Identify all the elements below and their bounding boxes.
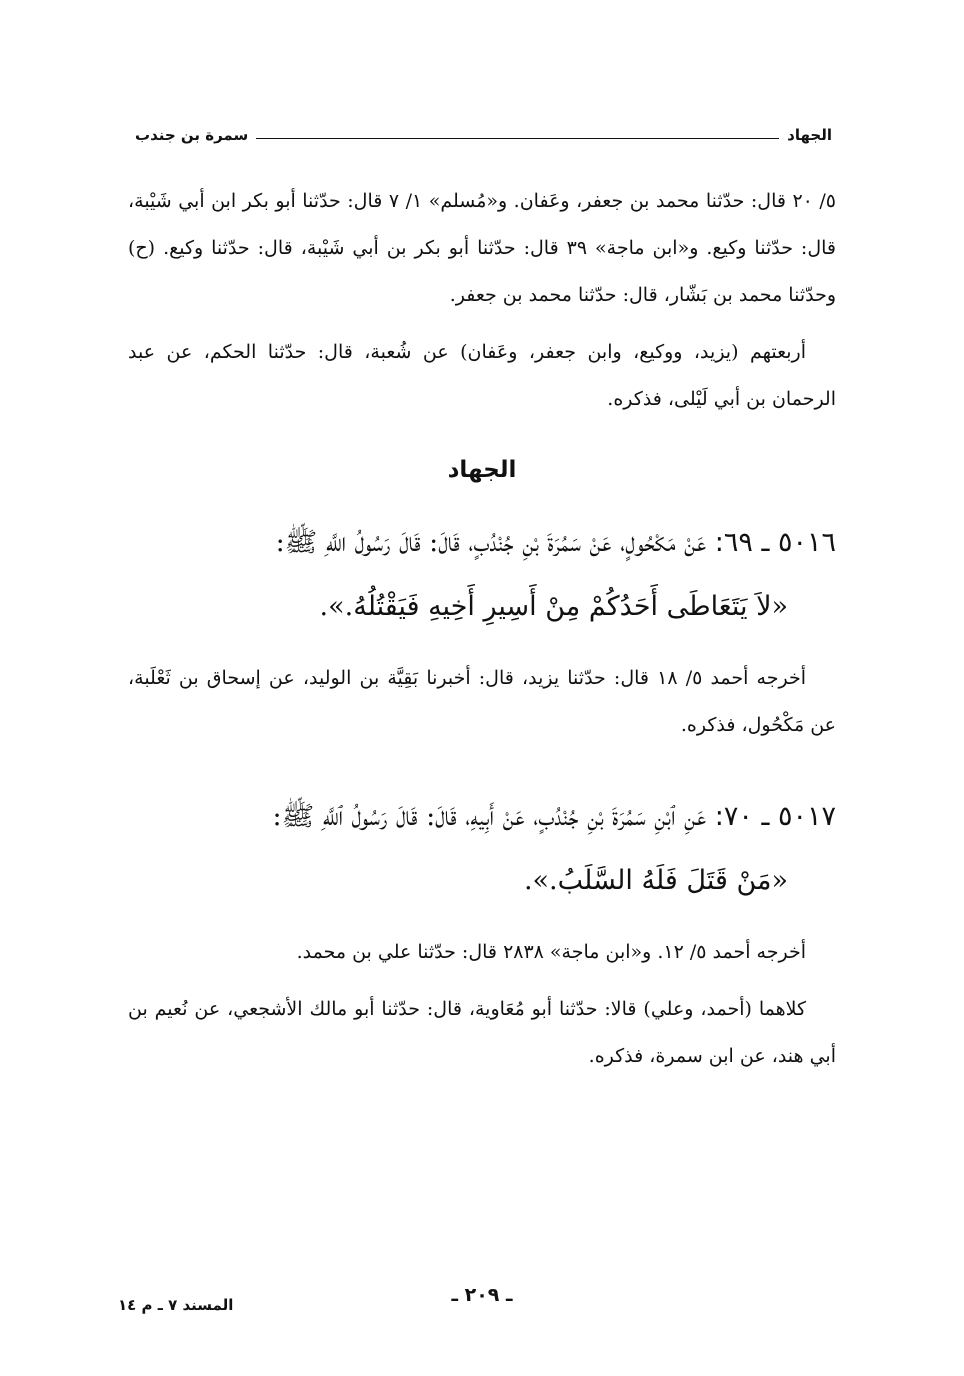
page-number: ـ ٢٠٩ ـ: [451, 1284, 513, 1306]
signature-mark: المسند ٧ ـ م ١٤: [118, 1296, 234, 1314]
hadith-1-isnad: عَنْ مَكْحُولٍ، عَنْ سَمُرَةَ بْنِ جُنْدُبٍ، قَالَ: قَالَ رَسُولُ اللَّهِ ﷺ:: [275, 527, 707, 558]
hadith-2-text: [128, 787, 836, 847]
intro-paragraph-2: أربعتهم (يزيد، ووكيع، وابن جعفر، وعَفان) عن شُعبة، قال: حدّثنا الحكم، عن عبد الرحمان بن أبي لَيْلى، فذكره.: [128, 341, 836, 410]
hadith-2-takhrij-1: أخرجه أحمد ٥/ ١٢. و«ابن ماجة» ٢٨٣٨ قال: حدّثنا علي بن محمد.: [296, 941, 806, 963]
running-header: [135, 118, 832, 152]
hadith-1-text: [128, 513, 836, 573]
hadith-2-matn: «مَنْ قَتَلَ فَلَهُ السَّلَبُ.».: [523, 865, 788, 896]
hadith-1-takhrij-1: أخرجه أحمد ٥/ ١٨ قال: حدّثنا يزيد، قال: أخبرنا بَقِيَّة بن الوليد، عن إسحاق بن ثَعْلَبة، عن مَكْحُول، فذكره.: [128, 667, 836, 736]
header-rule: [256, 138, 779, 139]
header-section-title: الجهاد: [787, 126, 832, 144]
hadith-2-isnad: عَنِ ٱبْنِ سَمُرَةَ بْنِ جُنْدُبٍ، عَنْ أَبِيهِ، قَالَ: قَالَ رَسُولُ ٱللَّهِ ﷺ:: [272, 801, 707, 832]
page-footer: [0, 1284, 964, 1324]
section-title: الجهاد: [447, 457, 517, 483]
hadith-1-matn: «لاَ يَتَعَاطَى أَحَدُكُمْ مِنْ أَسِيرِ أَخِيهِ فَيَقْتُلُهُ.».: [319, 591, 788, 622]
hadith-1-number: ٥٠١٦ ـ ٦٩:: [714, 527, 836, 558]
hadith-2-takhrij-2: كلاهما (أحمد، وعلي) قالا: حدّثنا أبو مُعَاوية، قال: حدّثنا أبو مالك الأشجعي، عن نُعيم بن أبي هند، عن ابن سمرة، فذكره.: [128, 998, 836, 1067]
header-book-title: سمرة بن جندب: [135, 126, 249, 144]
page-body: [128, 178, 836, 1080]
intro-paragraph-1: ٥/ ٢٠ قال: حدّثنا محمد بن جعفر، وعَفان. و«مُسلم» ١/ ٧ قال: حدّثنا أبو بكر ابن أبي شَيْبة، قال: حدّثنا وكيع. و«ابن ماجة» ٣٩ قال: حدّثنا أبو بكر بن أبي شَيْبة، قال: حدّثنا وكيع. (ح) وحدّثنا محمد بن بَشّار، قال: حدّثنا محمد بن جعفر.: [128, 190, 836, 306]
hadith-2-number: ٥٠١٧ ـ ٧٠:: [714, 801, 836, 832]
